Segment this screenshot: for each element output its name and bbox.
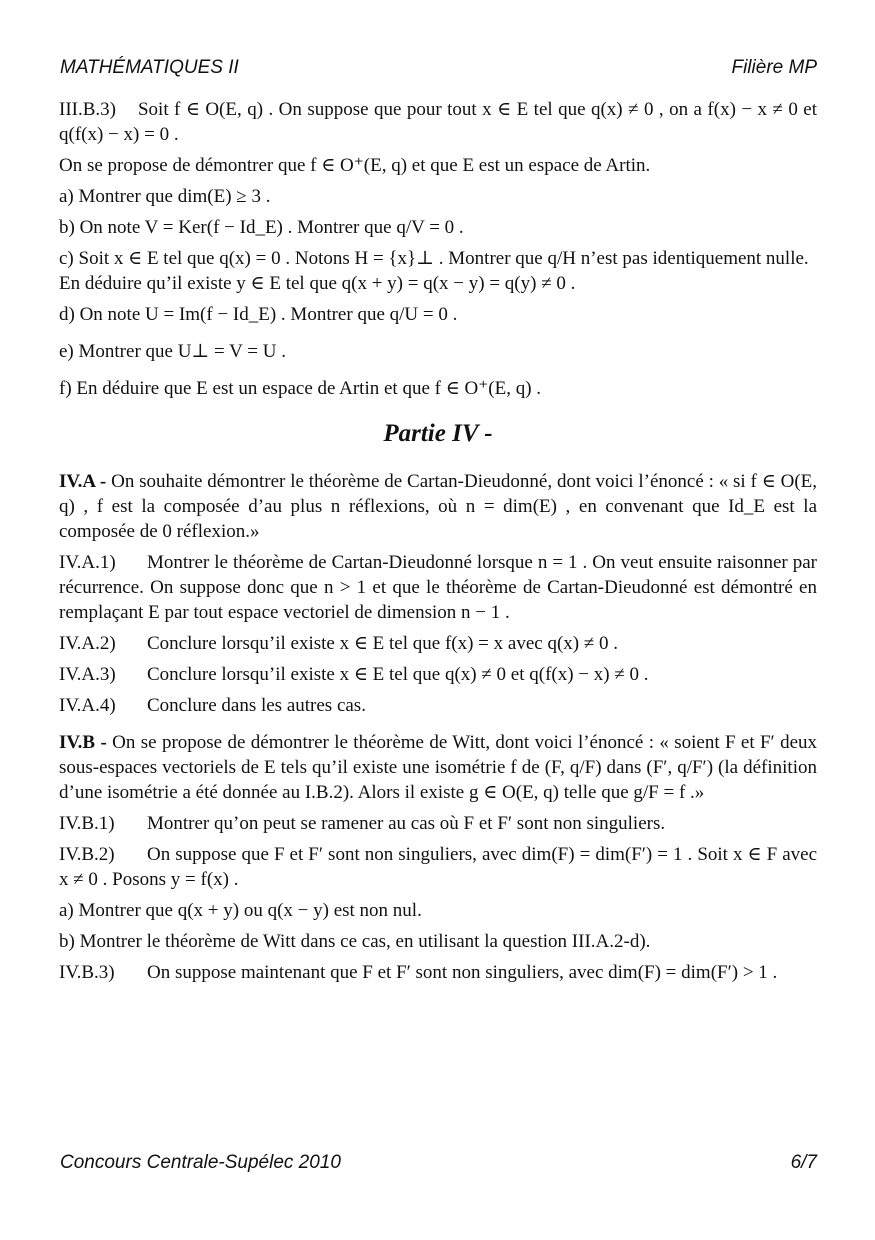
part-title: Partie IV - xyxy=(383,420,493,447)
question-text: On suppose que F et F′ sont non singuliers, avec dim(F) = dim(F′) = 1 . Soit x ∈ F avec x ≠ 0 . Posons y = f(x) . xyxy=(59,844,817,890)
question-IV-A-4 xyxy=(59,693,817,718)
item-c-deduce: En déduire qu’il existe y ∈ E tel que q(x + y) = q(x − y) = q(y) ≠ 0 . xyxy=(59,273,576,294)
question-text: Conclure lorsqu’il existe x ∈ E tel que q(x) ≠ 0 et q(f(x) − x) ≠ 0 . xyxy=(147,664,649,685)
question-id: IV.B.3) xyxy=(59,962,115,983)
section-IV-B xyxy=(59,730,817,805)
item-c: c) Soit x ∈ E tel que q(x) = 0 . Notons H = {x}⊥ . Montrer que q/H n’est pas identiquement nulle. xyxy=(59,248,809,269)
page-body xyxy=(59,97,817,991)
section-label: IV.B - xyxy=(59,732,107,753)
question-id: IV.A.1) xyxy=(59,552,116,573)
header-subject: MATHÉMATIQUES II xyxy=(60,57,239,78)
item-f: f) En déduire que E est un espace de Artin et que f ∈ O⁺(E, q) . xyxy=(59,378,542,399)
section-text: On souhaite démontrer le théorème de Cartan-Dieudonné, dont voici l’énoncé : « si f ∈ O(E, q) , f est la composée d’au plus n réflexions, où n = dim(E) , en convenant que Id_E est la composée de 0 réflexion.» xyxy=(59,471,818,542)
question-text: Conclure dans les autres cas. xyxy=(147,695,366,716)
item-b: b) Montrer le théorème de Witt dans ce cas, en utilisant la question III.A.2-d). xyxy=(59,931,651,952)
question-IV-B-2 xyxy=(59,842,817,892)
item-b: b) On note V = Ker(f − Id_E) . Montrer que q/V = 0 . xyxy=(59,217,464,238)
question-IV-B-1 xyxy=(59,811,817,836)
question-intro: Soit f ∈ O(E, q) . On suppose que pour tout x ∈ E tel que q(x) ≠ 0 , on a f(x) − x ≠ 0 et q(f(x) − x) = 0 . xyxy=(59,99,817,145)
question-IV-A-3 xyxy=(59,662,817,687)
question-id: IV.B.2) xyxy=(59,844,115,865)
item-d: d) On note U = Im(f − Id_E) . Montrer que q/U = 0 . xyxy=(59,304,458,325)
question-id: IV.B.1) xyxy=(59,813,115,834)
question-IV-A-1 xyxy=(59,550,817,625)
question-text: On suppose maintenant que F et F′ sont non singuliers, avec dim(F) = dim(F′) > 1 . xyxy=(147,962,778,983)
question-goal: On se propose de démontrer que f ∈ O⁺(E, q) et que E est un espace de Artin. xyxy=(59,155,651,176)
question-IV-A-2 xyxy=(59,631,817,656)
section-IV-A xyxy=(59,469,817,544)
page-footer xyxy=(60,1152,817,1174)
section-label: IV.A - xyxy=(59,471,107,492)
question-text: Montrer qu’on peut se ramener au cas où F et F′ sont non singuliers. xyxy=(147,813,666,834)
question-id: IV.A.4) xyxy=(59,695,116,716)
item-a: a) Montrer que q(x + y) ou q(x − y) est non nul. xyxy=(59,900,422,921)
question-IV-B-3 xyxy=(59,960,817,985)
question-id: III.B.3) xyxy=(59,99,116,120)
header-track: Filière MP xyxy=(731,57,817,78)
question-id: IV.A.2) xyxy=(59,633,116,654)
footer-contest: Concours Centrale-Supélec 2010 xyxy=(60,1152,341,1173)
item-e: e) Montrer que U⊥ = V = U . xyxy=(59,341,286,362)
question-id: IV.A.3) xyxy=(59,664,116,685)
section-text: On se propose de démontrer le théorème de Witt, dont voici l’énoncé : « soient F et F′ deux sous-espaces vectoriels de E tels qu’il existe une isométrie f de (F, q/F) dans (F′, q/F′) (la définition d’une isométrie a été donnée au I.B.2). Alors il existe g ∈ O(E, q) telle que g/F = f .» xyxy=(59,732,818,803)
page-header xyxy=(60,57,817,79)
question-text: Conclure lorsqu’il existe x ∈ E tel que f(x) = x avec q(x) ≠ 0 . xyxy=(147,633,619,654)
page-number: 6/7 xyxy=(790,1152,817,1173)
question-III-B-3 xyxy=(59,97,817,147)
question-text: Montrer le théorème de Cartan-Dieudonné lorsque n = 1 . On veut ensuite raisonner par récurrence. On suppose donc que n > 1 et que le théorème de Cartan-Dieudonné est démontré en remplaçant E par tout espace vectoriel de dimension n − 1 . xyxy=(59,552,817,623)
item-a: a) Montrer que dim(E) ≥ 3 . xyxy=(59,186,271,207)
